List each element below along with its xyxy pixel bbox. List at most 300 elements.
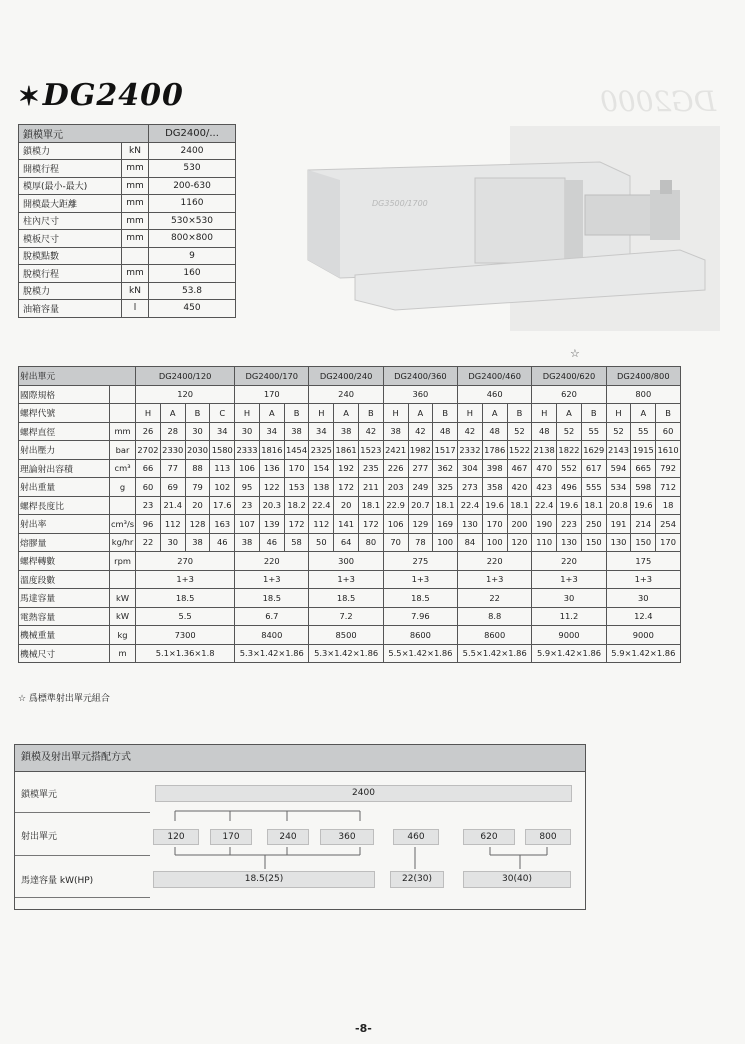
cell: 52 <box>507 422 532 441</box>
cell: 110 <box>532 533 557 552</box>
cell: 172 <box>358 515 383 534</box>
cell: 95 <box>235 478 260 497</box>
cell: B <box>185 404 210 423</box>
cell: H <box>606 404 631 423</box>
cell: H <box>235 404 260 423</box>
cell: 304 <box>458 459 483 478</box>
row-label: 機械尺寸 <box>19 644 110 663</box>
cell: 169 <box>433 515 458 534</box>
cell: 1629 <box>581 441 606 460</box>
cell: A <box>160 404 185 423</box>
table-row <box>19 282 236 300</box>
cell: A <box>408 404 433 423</box>
cell: 203 <box>383 478 408 497</box>
row-label: 溫度段數 <box>19 570 110 589</box>
star-icon: ✶ <box>18 82 41 112</box>
cell: 26 <box>136 422 161 441</box>
cell: 154 <box>309 459 334 478</box>
table-row <box>19 515 681 534</box>
row-unit: kg <box>110 626 136 645</box>
cell: 235 <box>358 459 383 478</box>
cell: 226 <box>383 459 408 478</box>
cell: 211 <box>358 478 383 497</box>
cell: 79 <box>185 478 210 497</box>
cell: 38 <box>185 533 210 552</box>
cell: 5.5×1.42×1.86 <box>458 644 532 663</box>
row-label: 模厚(最小-最大) <box>19 177 122 195</box>
model-header: DG2400/800 <box>606 367 680 386</box>
cell: 9000 <box>532 626 606 645</box>
cell: 8600 <box>458 626 532 645</box>
cell: 22.4 <box>532 496 557 515</box>
cell: 30 <box>185 422 210 441</box>
cell: 34 <box>309 422 334 441</box>
ghost-text: DG2000 <box>600 85 717 118</box>
row-label: 射出壓力 <box>19 441 110 460</box>
cell: 18.1 <box>581 496 606 515</box>
row-label: 國際規格 <box>19 385 110 404</box>
cell: 7.2 <box>309 607 383 626</box>
row-label: 螺桿長度比 <box>19 496 110 515</box>
cell: 38 <box>284 422 309 441</box>
cell: 9000 <box>606 626 680 645</box>
cell: 120 <box>136 385 235 404</box>
row-label: 柱內尺寸 <box>19 212 122 230</box>
table-row <box>19 177 236 195</box>
row-label: 射出重量 <box>19 478 110 497</box>
row-label: 開模行程 <box>19 160 122 178</box>
cell: 12.4 <box>606 607 680 626</box>
motor-18-5-box: 18.5(25) <box>153 871 375 888</box>
cell: 1+3 <box>532 570 606 589</box>
cell: 80 <box>358 533 383 552</box>
cell: 18.2 <box>284 496 309 515</box>
row-unit: rpm <box>110 552 136 571</box>
cell: 358 <box>482 478 507 497</box>
row-unit: mm <box>122 265 149 283</box>
cell: 106 <box>383 515 408 534</box>
table-row <box>19 478 681 497</box>
row-unit <box>110 496 136 515</box>
table-row <box>19 607 681 626</box>
cell: 5.3×1.42×1.86 <box>235 644 309 663</box>
row-unit: kW <box>110 589 136 608</box>
cell: 58 <box>284 533 309 552</box>
cell: 5.9×1.42×1.86 <box>606 644 680 663</box>
cell: 22 <box>136 533 161 552</box>
cell: 100 <box>482 533 507 552</box>
cell: 1+3 <box>235 570 309 589</box>
cell: 170 <box>656 533 681 552</box>
table-row <box>19 195 236 213</box>
cell: 8.8 <box>458 607 532 626</box>
unit-240-box: 240 <box>267 829 309 845</box>
cell: 22.4 <box>309 496 334 515</box>
table-row <box>19 644 681 663</box>
row-label: 螺桿轉數 <box>19 552 110 571</box>
cell: 172 <box>334 478 359 497</box>
cell: 1786 <box>482 441 507 460</box>
injection-unit-table <box>18 366 681 663</box>
cell: 22.9 <box>383 496 408 515</box>
cell: 325 <box>433 478 458 497</box>
cell: 78 <box>408 533 433 552</box>
cell: 2332 <box>458 441 483 460</box>
table-row <box>19 496 681 515</box>
cell: 192 <box>334 459 359 478</box>
cell: 150 <box>581 533 606 552</box>
row-value: 1160 <box>149 195 236 213</box>
standard-marker-icon: ☆ <box>570 347 580 360</box>
clamp-header-label: 鎖模單元 <box>19 125 149 143</box>
cell: 1+3 <box>458 570 532 589</box>
table-row <box>19 459 681 478</box>
row-value: 9 <box>149 247 236 265</box>
row-value: 2400 <box>149 142 236 160</box>
cell: 7.96 <box>383 607 457 626</box>
cell: 552 <box>557 459 582 478</box>
unit-800-box: 800 <box>525 829 571 845</box>
standard-note: ☆ 爲標準射出單元組合 <box>18 694 110 704</box>
machine-illustration <box>300 150 715 320</box>
row-label: 開模最大距離 <box>19 195 122 213</box>
cell: 18.5 <box>235 589 309 608</box>
cell: 1580 <box>210 441 235 460</box>
cell: 18.5 <box>136 589 235 608</box>
table-row <box>19 570 681 589</box>
row-unit: kg/hr <box>110 533 136 552</box>
cell: 223 <box>557 515 582 534</box>
cell: 2330 <box>160 441 185 460</box>
table-row <box>19 552 681 571</box>
cell: 172 <box>284 515 309 534</box>
cell: 34 <box>259 422 284 441</box>
cell: 5.5 <box>136 607 235 626</box>
cell: 620 <box>532 385 606 404</box>
cell: 19.6 <box>482 496 507 515</box>
cell: 423 <box>532 478 557 497</box>
cell: H <box>383 404 408 423</box>
cell: 112 <box>309 515 334 534</box>
cell: 220 <box>458 552 532 571</box>
row-label: 脫模行程 <box>19 265 122 283</box>
cell: 398 <box>482 459 507 478</box>
cell: 130 <box>557 533 582 552</box>
cell: 18.5 <box>309 589 383 608</box>
cell: 38 <box>334 422 359 441</box>
model-header: DG2400/240 <box>309 367 383 386</box>
row-value: 53.8 <box>149 282 236 300</box>
cell: 460 <box>458 385 532 404</box>
cell: H <box>532 404 557 423</box>
table-row <box>19 404 681 423</box>
table-row <box>19 142 236 160</box>
cell: 598 <box>631 478 656 497</box>
cell: 360 <box>383 385 457 404</box>
row-label: 馬達容量 <box>19 589 110 608</box>
cell: 467 <box>507 459 532 478</box>
cell: 42 <box>358 422 383 441</box>
table-row <box>19 212 236 230</box>
config-motor-label: 馬達容量 kW(HP) <box>21 876 94 886</box>
cell: 1610 <box>656 441 681 460</box>
cell: 17.6 <box>210 496 235 515</box>
cell: 170 <box>284 459 309 478</box>
motor-30-box: 30(40) <box>463 871 571 888</box>
row-unit: kW <box>110 607 136 626</box>
cell: 55 <box>631 422 656 441</box>
motor-22-box: 22(30) <box>390 871 444 888</box>
model-header: DG2400/120 <box>136 367 235 386</box>
model-header: DG2400/360 <box>383 367 457 386</box>
cell: 48 <box>482 422 507 441</box>
cell: 300 <box>309 552 383 571</box>
table-row <box>19 533 681 552</box>
clamp-header-value: DG2400/... <box>149 125 236 143</box>
cell: 38 <box>235 533 260 552</box>
page-title <box>18 78 184 113</box>
row-unit: mm <box>122 230 149 248</box>
cell: 594 <box>606 459 631 478</box>
cell: 120 <box>507 533 532 552</box>
cell: 792 <box>656 459 681 478</box>
cell: 163 <box>210 515 235 534</box>
cell: 800 <box>606 385 680 404</box>
cell: 5.5×1.42×1.86 <box>383 644 457 663</box>
cell: 1+3 <box>309 570 383 589</box>
cell: 153 <box>284 478 309 497</box>
cell: 18.1 <box>433 496 458 515</box>
row-unit: mm <box>122 212 149 230</box>
cell: 22 <box>458 589 532 608</box>
cell: 2030 <box>185 441 210 460</box>
cell: 175 <box>606 552 680 571</box>
cell: 2143 <box>606 441 631 460</box>
cell: 5.3×1.42×1.86 <box>309 644 383 663</box>
cell: 362 <box>433 459 458 478</box>
config-clamp-label: 鎖模單元 <box>21 790 58 800</box>
cell: 20.8 <box>606 496 631 515</box>
cell: 496 <box>557 478 582 497</box>
cell: 270 <box>136 552 235 571</box>
cell: 66 <box>136 459 161 478</box>
cell: 1517 <box>433 441 458 460</box>
cell: 19.6 <box>557 496 582 515</box>
cell: B <box>507 404 532 423</box>
cell: 102 <box>210 478 235 497</box>
page-number: -8- <box>355 1022 372 1035</box>
cell: 2702 <box>136 441 161 460</box>
cell: 23 <box>136 496 161 515</box>
row-unit <box>110 570 136 589</box>
model-header: DG2400/170 <box>235 367 309 386</box>
cell: 1861 <box>334 441 359 460</box>
cell: 1523 <box>358 441 383 460</box>
cell: 48 <box>532 422 557 441</box>
cell: 8600 <box>383 626 457 645</box>
table-row <box>19 626 681 645</box>
clamp-unit-table <box>18 124 236 318</box>
row-value: 450 <box>149 300 236 318</box>
cell: H <box>458 404 483 423</box>
cell: 2421 <box>383 441 408 460</box>
cell: 30 <box>160 533 185 552</box>
cell: 46 <box>210 533 235 552</box>
table-row <box>19 385 681 404</box>
cell: 34 <box>210 422 235 441</box>
injection-header-label: 射出單元 <box>19 367 136 386</box>
cell: 112 <box>160 515 185 534</box>
unit-170-box: 170 <box>210 829 252 845</box>
model-header: DG2400/460 <box>458 367 532 386</box>
row-unit: kN <box>122 282 149 300</box>
row-unit: bar <box>110 441 136 460</box>
row-unit <box>110 385 136 404</box>
row-unit: cm³ <box>110 459 136 478</box>
cell: A <box>334 404 359 423</box>
cell: 129 <box>408 515 433 534</box>
unit-460-box: 460 <box>393 829 439 845</box>
cell: B <box>656 404 681 423</box>
cell: A <box>557 404 582 423</box>
cell: 190 <box>532 515 557 534</box>
cell: 1+3 <box>383 570 457 589</box>
row-unit <box>122 247 149 265</box>
row-unit: l <box>122 300 149 318</box>
cell: 130 <box>606 533 631 552</box>
cell: B <box>433 404 458 423</box>
cell: 6.7 <box>235 607 309 626</box>
cell: 100 <box>433 533 458 552</box>
cell: 69 <box>160 478 185 497</box>
cell: 240 <box>309 385 383 404</box>
clamp-2400-box: 2400 <box>155 785 572 802</box>
cell: 52 <box>557 422 582 441</box>
row-unit: kN <box>122 142 149 160</box>
cell: 665 <box>631 459 656 478</box>
cell: 48 <box>433 422 458 441</box>
cell: 534 <box>606 478 631 497</box>
row-value: 800×800 <box>149 230 236 248</box>
cell: 555 <box>581 478 606 497</box>
cell: 191 <box>606 515 631 534</box>
row-label: 模板尺寸 <box>19 230 122 248</box>
config-diagram <box>14 744 586 910</box>
cell: 30 <box>235 422 260 441</box>
row-unit: mm <box>122 195 149 213</box>
cell: 170 <box>235 385 309 404</box>
cell: 122 <box>259 478 284 497</box>
cell: 273 <box>458 478 483 497</box>
row-label: 鎖模力 <box>19 142 122 160</box>
cell: 70 <box>383 533 408 552</box>
cell: 8500 <box>309 626 383 645</box>
row-label: 脫模點數 <box>19 247 122 265</box>
cell: 28 <box>160 422 185 441</box>
cell: 150 <box>631 533 656 552</box>
cell: 214 <box>631 515 656 534</box>
row-label: 電熱容量 <box>19 607 110 626</box>
cell: 141 <box>334 515 359 534</box>
cell: 1522 <box>507 441 532 460</box>
table-row <box>19 589 681 608</box>
cell: 50 <box>309 533 334 552</box>
cell: C <box>210 404 235 423</box>
cell: 107 <box>235 515 260 534</box>
cell: 42 <box>408 422 433 441</box>
cell: 23 <box>235 496 260 515</box>
table-row <box>19 441 681 460</box>
cell: 275 <box>383 552 457 571</box>
row-label: 機械重量 <box>19 626 110 645</box>
row-label: 螺桿直徑 <box>19 422 110 441</box>
row-unit: m <box>110 644 136 663</box>
cell: 30 <box>606 589 680 608</box>
cell: 113 <box>210 459 235 478</box>
clamp-header-row <box>19 125 236 143</box>
cell: 20 <box>185 496 210 515</box>
cell: 1+3 <box>606 570 680 589</box>
cell: 18.1 <box>358 496 383 515</box>
row-unit: mm <box>110 422 136 441</box>
cell: 128 <box>185 515 210 534</box>
cell: 60 <box>136 478 161 497</box>
row-unit <box>110 404 136 423</box>
row-unit: mm <box>122 160 149 178</box>
cell: 200 <box>507 515 532 534</box>
cell: 1454 <box>284 441 309 460</box>
cell: 254 <box>656 515 681 534</box>
cell: 84 <box>458 533 483 552</box>
cell: 21.4 <box>160 496 185 515</box>
cell: 1+3 <box>136 570 235 589</box>
cell: 138 <box>309 478 334 497</box>
cell: 7300 <box>136 626 235 645</box>
table-row <box>19 422 681 441</box>
cell: 1816 <box>259 441 284 460</box>
cell: 11.2 <box>532 607 606 626</box>
cell: 52 <box>606 422 631 441</box>
cell: 1822 <box>557 441 582 460</box>
cell: B <box>581 404 606 423</box>
cell: 106 <box>235 459 260 478</box>
cell: 38 <box>383 422 408 441</box>
row-label: 油箱容量 <box>19 300 122 318</box>
cell: A <box>482 404 507 423</box>
cell: A <box>631 404 656 423</box>
row-unit: mm <box>122 177 149 195</box>
cell: 2325 <box>309 441 334 460</box>
cell: 136 <box>259 459 284 478</box>
cell: 60 <box>656 422 681 441</box>
cell: 20.3 <box>259 496 284 515</box>
row-label: 螺桿代號 <box>19 404 110 423</box>
machine-label: DG3500/1700 <box>372 199 428 208</box>
cell: 77 <box>160 459 185 478</box>
cell: 5.1×1.36×1.8 <box>136 644 235 663</box>
cell: A <box>259 404 284 423</box>
cell: H <box>136 404 161 423</box>
unit-120-box: 120 <box>153 829 199 845</box>
cell: 220 <box>235 552 309 571</box>
cell: 5.9×1.42×1.86 <box>532 644 606 663</box>
table-row <box>19 160 236 178</box>
cell: 712 <box>656 478 681 497</box>
cell: 250 <box>581 515 606 534</box>
cell: 42 <box>458 422 483 441</box>
cell: 88 <box>185 459 210 478</box>
cell: 1982 <box>408 441 433 460</box>
